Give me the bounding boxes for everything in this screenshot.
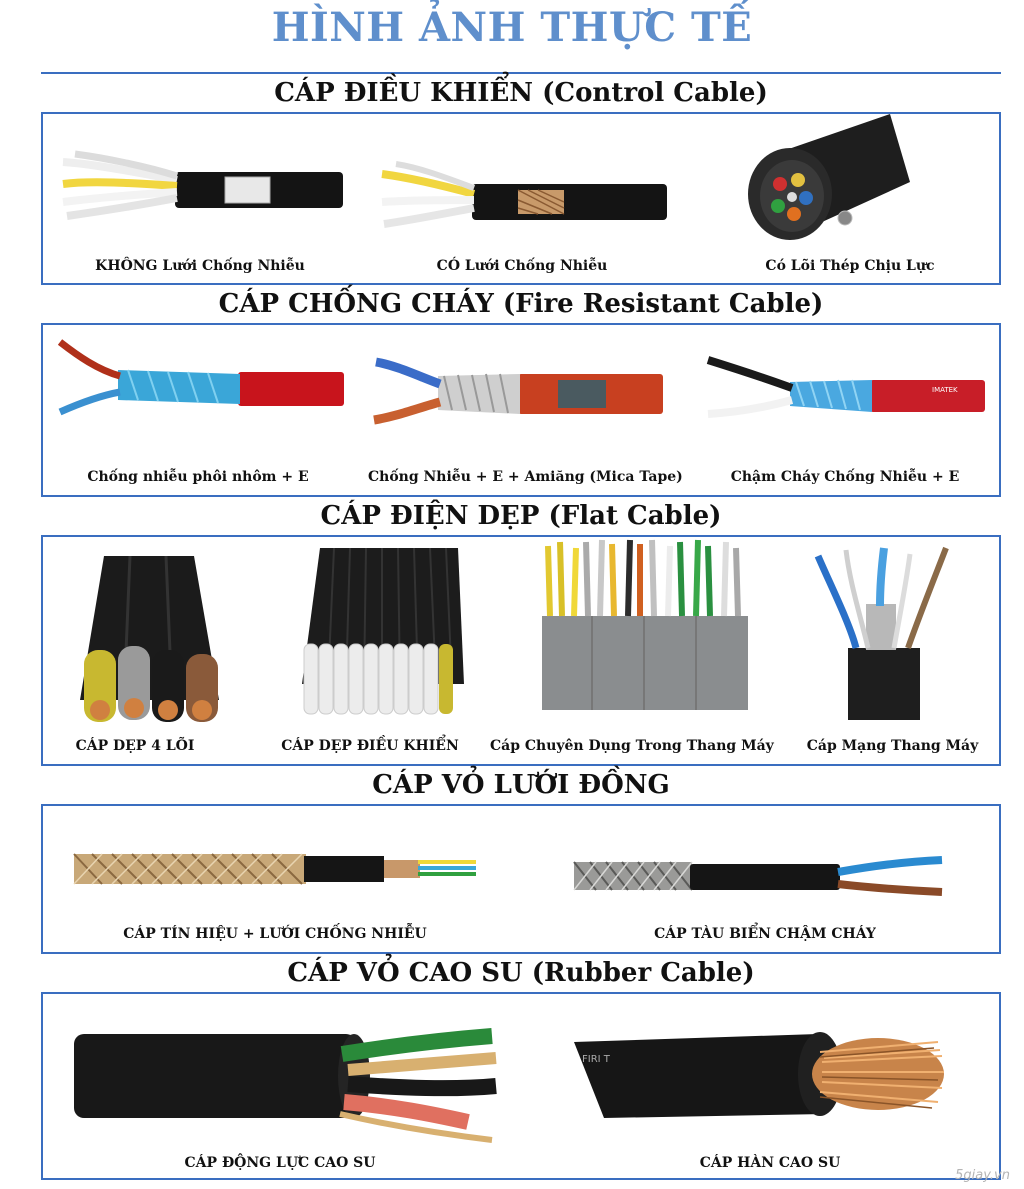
control-cable-steel-core-image [740,112,915,252]
caption-flat-network: Cáp Mạng Thang Máy [806,738,979,754]
caption-unshielded: KHÔNG Lưới Chống Nhiễu [95,258,305,274]
caption-retardant: Chậm Cháy Chống Nhiễu + E [730,469,960,485]
caption-flat-elevator: Cáp Chuyên Dụng Trong Thang Máy [490,738,774,754]
caption-shielded: CÓ Lưới Chống Nhiễu [436,258,608,274]
page-title: HÌNH ẢNH THỰC TẾ [271,4,753,51]
caption-rubber-power: CÁP ĐỘNG LỰC CAO SU [184,1155,376,1171]
caption-mesh-signal: CÁP TÍN HIỆU + LƯỚI CHỐNG NHIỄU [123,926,427,942]
rubber-cable-power-image [72,1022,502,1150]
caption-aluminum: Chống nhiễu phôi nhôm + E [87,469,309,485]
flat-cable-4-core-image [74,550,224,730]
section-header-control-cable: CÁP ĐIỀU KHIỂN (Control Cable) [41,72,1001,114]
section-header-flat-cable: CÁP ĐIỆN DẸP (Flat Cable) [41,495,1001,537]
fire-cable-mica-image [368,350,668,440]
section-header-fire-resistant-cable: CÁP CHỐNG CHÁY (Fire Resistant Cable) [41,283,1001,325]
fire-cable-aluminum-image [58,336,348,426]
control-cable-shielded-image [372,160,672,240]
section-header-rubber-cable: CÁP VỎ CAO SU (Rubber Cable) [41,952,1001,994]
mesh-cable-signal-image [72,842,482,898]
caption-flat-control: CÁP DẸP ĐIỀU KHIỂN [281,738,459,754]
flat-cable-control-image [298,544,468,719]
caption-mica: Chống Nhiễu + E + Amiăng (Mica Tape) [368,469,683,485]
fire-cable-retardant-print: IMATEK [932,386,958,394]
mesh-cable-marine-image [572,852,948,902]
rubber-cable-welding-print: FIRI T [582,1054,610,1065]
fire-cable-retardant-image [700,350,990,430]
caption-flat-4-core: CÁP DẸP 4 LÕI [75,738,195,754]
section-header-copper-mesh-cable: CÁP VỎ LƯỚI ĐỒNG [41,764,1001,806]
flat-cable-elevator-image [540,536,750,712]
control-cable-unshielded-image [55,150,345,230]
caption-steel-core: Có Lõi Thép Chịu Lực [765,258,935,274]
watermark: 5giay.vn [955,1168,1010,1183]
rubber-cable-welding-image [568,1022,948,1132]
caption-rubber-welding: CÁP HÀN CAO SU [699,1155,841,1171]
caption-mesh-marine: CÁP TÀU BIỂN CHẬM CHÁY [654,926,876,942]
flat-cable-network-image [810,544,960,722]
